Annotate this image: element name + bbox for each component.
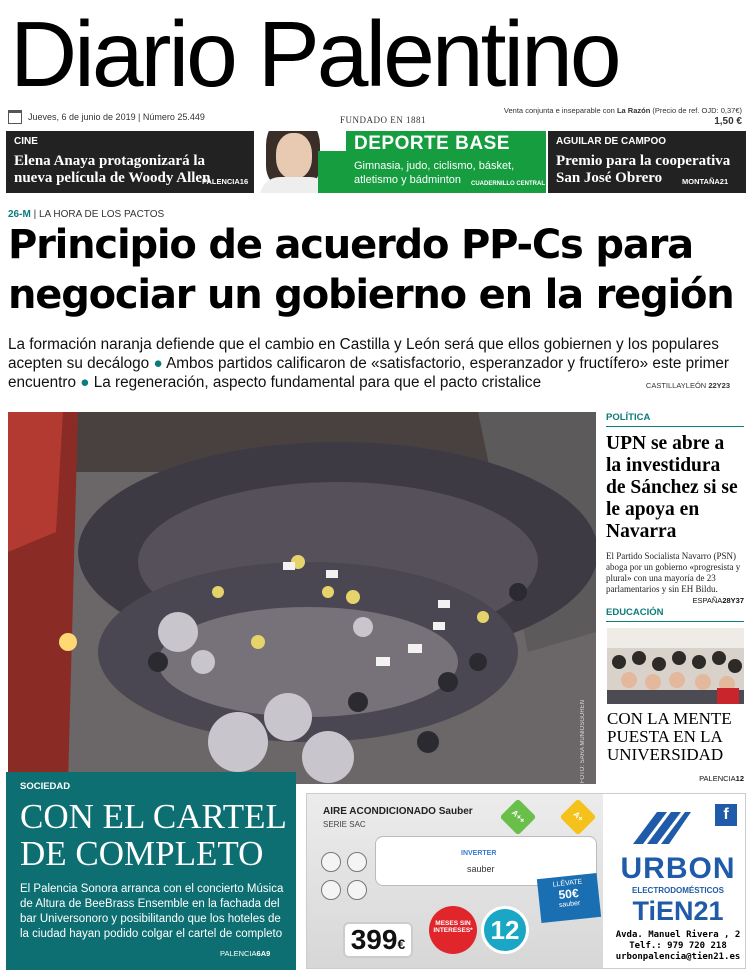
educacion-section [606, 607, 744, 622]
page-reference: CUADERNILLO CENTRAL [471, 181, 545, 187]
masthead-sub-bar [0, 106, 750, 128]
page-reference: PALENCIA6A9 [220, 949, 271, 958]
main-headline[interactable]: Principio de acuerdo PP-Cs para negociar un gobierno en la región [8, 222, 734, 318]
teaser-headline: Elena Anaya protagonizará la nueva película de Woody Allen [14, 153, 211, 186]
teaser-deporte-base[interactable] [346, 131, 546, 193]
page-reference: PALENCIA16 [202, 177, 249, 186]
page-reference: MONTAÑA21 [682, 177, 729, 186]
feature-icon [347, 852, 367, 872]
ad-series: SERIE SAC [323, 820, 366, 829]
photo-credit: FOTO: SARA MUNIOSGUREN [580, 700, 586, 784]
kicker-text: | LA HORA DE LOS PACTOS [33, 209, 165, 220]
promo-sticker: LLÉVATE 50€ sauber [537, 873, 601, 923]
ac-brand-label: sauber [467, 864, 495, 874]
ad-title: AIRE ACONDICIONADO Sauber [323, 806, 473, 817]
cover-price: 1,50 € [714, 116, 742, 127]
founded-year: FUNDADO EN 1881 [340, 115, 426, 125]
sidebar-headline[interactable]: UPN se abre a la investidura de Sánchez si se le apoya en Navarra [606, 433, 738, 542]
teaser-section-label: AGUILAR DE CAMPOO [556, 136, 666, 147]
page-reference: PALENCIA12 [699, 774, 744, 783]
green-accent [318, 151, 346, 193]
concert-photo-illustration [8, 412, 596, 784]
section-divider [606, 621, 744, 622]
teaser-lines: Gimnasia, judo, ciclismo, básket, atletismo y bádminton [354, 160, 515, 186]
page-reference: CASTILLAYLEÓN 22Y23 [645, 381, 730, 390]
urbon-subtitle: ELECTRODOMÉSTICOS [631, 886, 724, 895]
sociedad-headline: CON EL CARTEL DE COMPLETO [20, 797, 286, 873]
students-illustration [607, 628, 744, 704]
section-label: EDUCACIÓN [606, 607, 664, 618]
main-deck: La formación naranja defiende que el cambio en Castilla y León será que ellos gobiernen y los populares acepten su decálogo ● Ambos partidos calificaron de «satisfactorio, esperanzador y fructífero» este primer encuentro ● La regeneración, aspecto fundamental para que el pacto cristalice [8, 336, 729, 391]
teaser-strip [6, 131, 746, 193]
facebook-icon: f [715, 804, 737, 826]
advertisement[interactable] [306, 793, 746, 969]
tien21-brand: TiEN21 [632, 896, 724, 926]
sociedad-body: El Palencia Sonora arranca con el concierto Música de Altura de BeeBrass Ensemble en la fachada del bar Universonoro y posibilitando que los hoteles de la ciudad hayan podido colgar el cartel de completo [20, 883, 284, 940]
students-photo[interactable] [607, 628, 744, 704]
section-divider [606, 426, 744, 427]
sold-with-note: Venta conjunta e inseparable con La Razón (Precio de ref. OJD: 0,37€) [503, 106, 742, 115]
energy-rating-icon: A+ [560, 799, 597, 836]
main-photo[interactable] [8, 412, 596, 784]
newspaper-title[interactable]: Diario Palentino [10, 2, 619, 106]
energy-rating-icon: A++ [500, 799, 537, 836]
edition-date: Jueves, 6 de junio de 2019 [28, 112, 136, 122]
issue-number: | Número 25.449 [138, 112, 205, 122]
educacion-headline[interactable]: CON LA MENTE PUESTA EN LA UNIVERSIDAD [607, 709, 732, 764]
teaser-aguilar[interactable] [548, 131, 746, 193]
teaser-cine[interactable] [6, 131, 254, 193]
interest-free-badge: MESES SIN INTERESES* [429, 906, 477, 954]
teaser-title: DEPORTE BASE [354, 133, 510, 154]
sidebar-politica [606, 412, 744, 605]
calendar-icon [8, 110, 22, 124]
sauber-ad-panel [307, 794, 603, 968]
feature-icon [347, 880, 367, 900]
section-label: SOCIEDAD [20, 781, 71, 792]
teaser-headline: Premio para la cooperativa San José Obrero [556, 153, 731, 186]
masthead [10, 4, 750, 104]
feature-icon [321, 880, 341, 900]
urbon-brand: URBON [620, 852, 736, 885]
ad-price: 399€ [343, 922, 413, 958]
teaser-section-label: CINE [14, 136, 38, 147]
page-reference: ESPAÑA28Y37 [692, 596, 744, 605]
main-kicker [8, 209, 164, 220]
inverter-label: INVERTER [461, 850, 497, 857]
sidebar-body: El Partido Socialista Navarro (PSN) aboga por un gobierno «progresista y plural» con una mayoría de 23 parlamentarios y sin EH Bildu. [606, 551, 741, 594]
feature-icon [321, 852, 341, 872]
store-contact: Avda. Manuel Rivera , 2 Telf.: 979 720 218 urbonpalencia@tien21.es [615, 930, 741, 962]
kicker-tag: 26-M [8, 209, 31, 220]
section-label: POLÍTICA [606, 412, 651, 423]
urbon-logo-icon [629, 808, 693, 848]
sociedad-box[interactable] [6, 772, 296, 970]
months-badge: 12 [481, 906, 529, 954]
